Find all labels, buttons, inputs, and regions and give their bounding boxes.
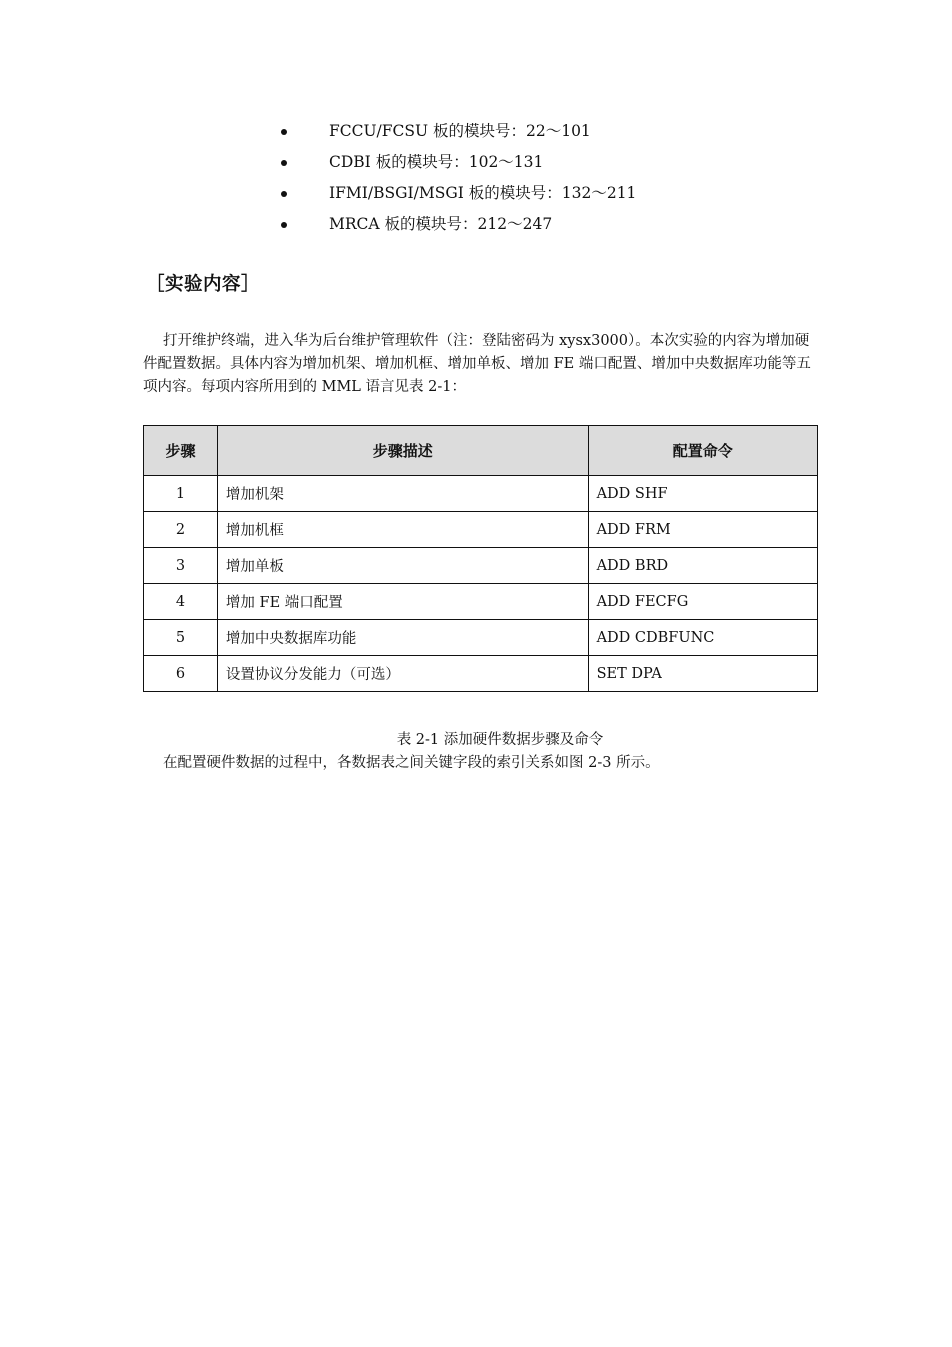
column-header-step: 步骤 bbox=[144, 426, 218, 476]
table-caption: 表 2-1 添加硬件数据步骤及命令 bbox=[396, 732, 604, 748]
step-number: 1 bbox=[144, 476, 218, 512]
step-number: 4 bbox=[144, 584, 218, 620]
step-description: 增加单板 bbox=[217, 548, 588, 584]
module-number-list bbox=[280, 118, 636, 242]
bullet-icon bbox=[281, 160, 287, 166]
column-header-command: 配置命令 bbox=[588, 426, 817, 476]
table-header-row bbox=[144, 426, 818, 476]
table-row bbox=[144, 548, 818, 584]
list-item bbox=[280, 180, 636, 211]
closing-paragraph: 在配置硬件数据的过程中，各数据表之间关键字段的索引关系如图 2-3 所示。 bbox=[163, 755, 660, 771]
step-command: ADD SHF bbox=[588, 476, 817, 512]
step-command: SET DPA bbox=[588, 656, 817, 692]
table-row bbox=[144, 656, 818, 692]
step-description: 增加 FE 端口配置 bbox=[217, 584, 588, 620]
section-title: ［实验内容］ bbox=[146, 274, 261, 295]
list-item-text: MRCA 板的模块号：212～247 bbox=[329, 215, 553, 233]
step-description: 增加机架 bbox=[217, 476, 588, 512]
step-number: 3 bbox=[144, 548, 218, 584]
step-number: 5 bbox=[144, 620, 218, 656]
list-item bbox=[280, 211, 636, 242]
step-command: ADD FRM bbox=[588, 512, 817, 548]
list-item bbox=[280, 118, 636, 149]
step-description: 增加机框 bbox=[217, 512, 588, 548]
table-row bbox=[144, 584, 818, 620]
table-row bbox=[144, 476, 818, 512]
list-item-text: IFMI/BSGI/MSGI 板的模块号：132～211 bbox=[329, 184, 637, 202]
bullet-icon bbox=[281, 222, 287, 228]
step-command: ADD FECFG bbox=[588, 584, 817, 620]
bullet-icon bbox=[281, 191, 287, 197]
step-command: ADD CDBFUNC bbox=[588, 620, 817, 656]
list-item bbox=[280, 149, 636, 180]
step-number: 6 bbox=[144, 656, 218, 692]
step-description: 设置协议分发能力（可选） bbox=[217, 656, 588, 692]
column-header-description: 步骤描述 bbox=[217, 426, 588, 476]
steps-table bbox=[143, 425, 818, 692]
step-number: 2 bbox=[144, 512, 218, 548]
intro-paragraph: 打开维护终端，进入华为后台维护管理软件（注：登陆密码为 xysx3000）。本次实验的内容为增加硬件配置数据。具体内容为增加机架、增加机框、增加单板、增加 FE 端口配置、增加中央数据库功能等五项内容。每项内容所用到的 MML 语言见表 2-1： bbox=[143, 333, 811, 395]
step-description: 增加中央数据库功能 bbox=[217, 620, 588, 656]
step-command: ADD BRD bbox=[588, 548, 817, 584]
bullet-icon bbox=[281, 129, 287, 135]
list-item-text: CDBI 板的模块号：102～131 bbox=[329, 153, 544, 171]
list-item-text: FCCU/FCSU 板的模块号：22～101 bbox=[329, 122, 591, 140]
table-row bbox=[144, 620, 818, 656]
table-row bbox=[144, 512, 818, 548]
